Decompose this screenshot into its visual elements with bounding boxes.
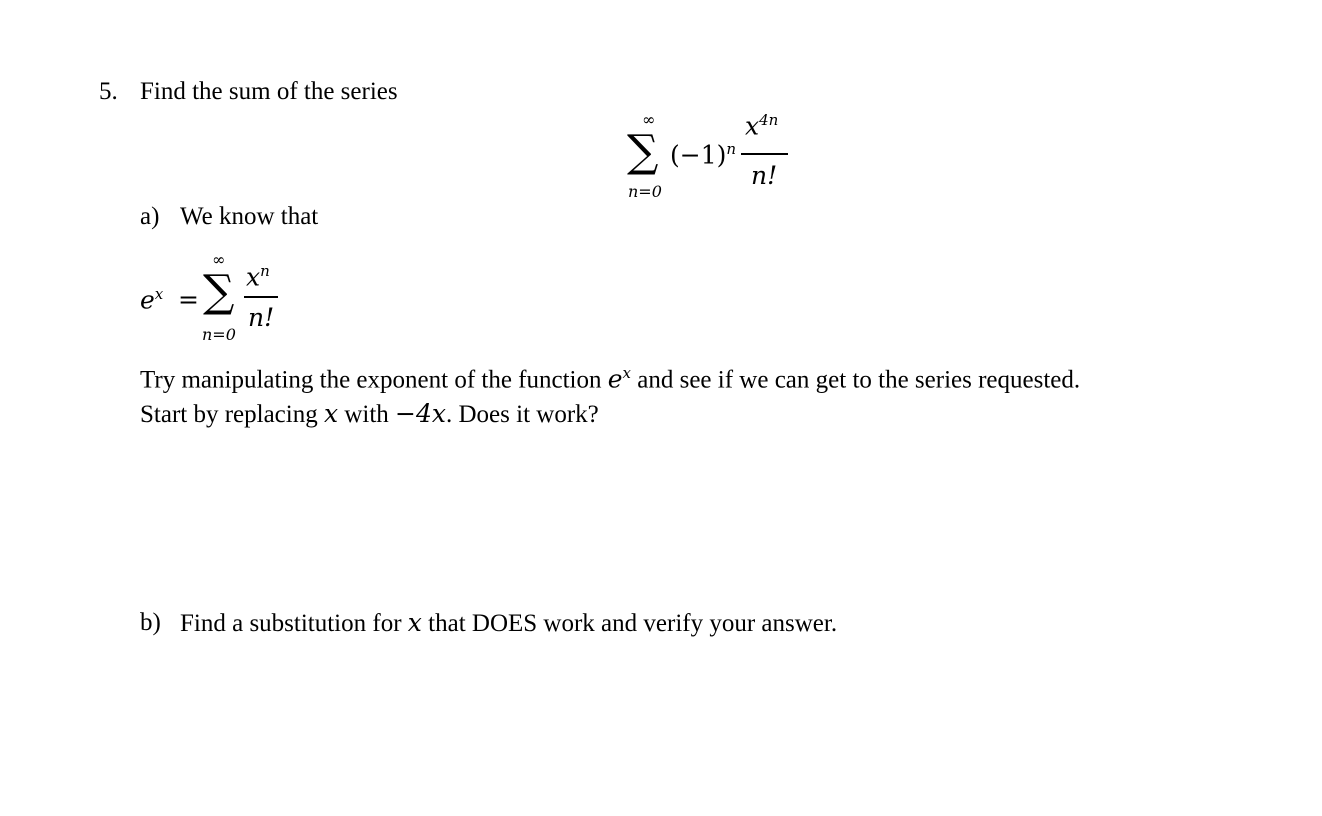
identity-fraction-bar <box>244 296 278 298</box>
lhs-exponent: x <box>154 285 164 303</box>
identity-numerator-exponent: n <box>260 262 270 280</box>
identity-upper-limit: ∞ <box>212 250 226 269</box>
identity-numerator-base: x <box>246 262 261 292</box>
fraction-numerator <box>745 111 778 140</box>
alternating-exponent: n <box>726 140 737 158</box>
identity-lower-limit: n=0 <box>202 325 236 344</box>
fraction-bar <box>741 153 788 155</box>
identity-sigma-symbol: ∑ <box>203 266 235 317</box>
alternating-base: (−1) <box>670 140 727 170</box>
instruction-line-2 <box>140 401 599 427</box>
equals-sign: = <box>178 285 199 314</box>
instruction-2-mid: with <box>338 401 396 428</box>
part-b-pre: Find a substitution for <box>180 610 408 637</box>
instruction-line-1 <box>140 366 1080 392</box>
part-a-label: a) <box>140 203 160 230</box>
sum-lower-limit: n=0 <box>628 182 662 201</box>
sum-upper-limit: ∞ <box>642 110 656 129</box>
part-a-text: We know that <box>180 203 319 230</box>
identity-numerator <box>246 262 270 291</box>
numerator-exponent: 4n <box>759 111 779 129</box>
part-b-x: x <box>407 608 422 637</box>
question-number: 5. <box>99 78 118 105</box>
identity-denominator: n! <box>248 303 275 332</box>
instruction-1-post: and see if we can get to the series requested. <box>631 366 1081 394</box>
identity-lhs <box>140 285 163 314</box>
numerator-base: x <box>745 111 760 141</box>
instruction-2-x: x <box>323 399 339 428</box>
alternating-term <box>670 140 736 169</box>
sigma-symbol: ∑ <box>627 126 659 177</box>
instruction-2-sub: −4x <box>395 399 446 428</box>
part-b-label: b) <box>140 609 161 636</box>
question-prompt: Find the sum of the series <box>140 78 398 105</box>
instruction-2-pre: Start by replacing <box>140 401 324 428</box>
part-b-text <box>180 610 837 636</box>
part-b-post: that DOES work and verify your answer. <box>421 610 838 637</box>
instruction-1-pre: Try manipulating the exponent of the function <box>140 366 608 394</box>
instruction-2-post: . Does it work? <box>446 401 599 428</box>
instruction-1-e: e <box>607 364 623 394</box>
instruction-1-x: x <box>622 364 632 382</box>
lhs-base: e <box>140 285 155 315</box>
fraction-denominator: n! <box>751 161 778 190</box>
